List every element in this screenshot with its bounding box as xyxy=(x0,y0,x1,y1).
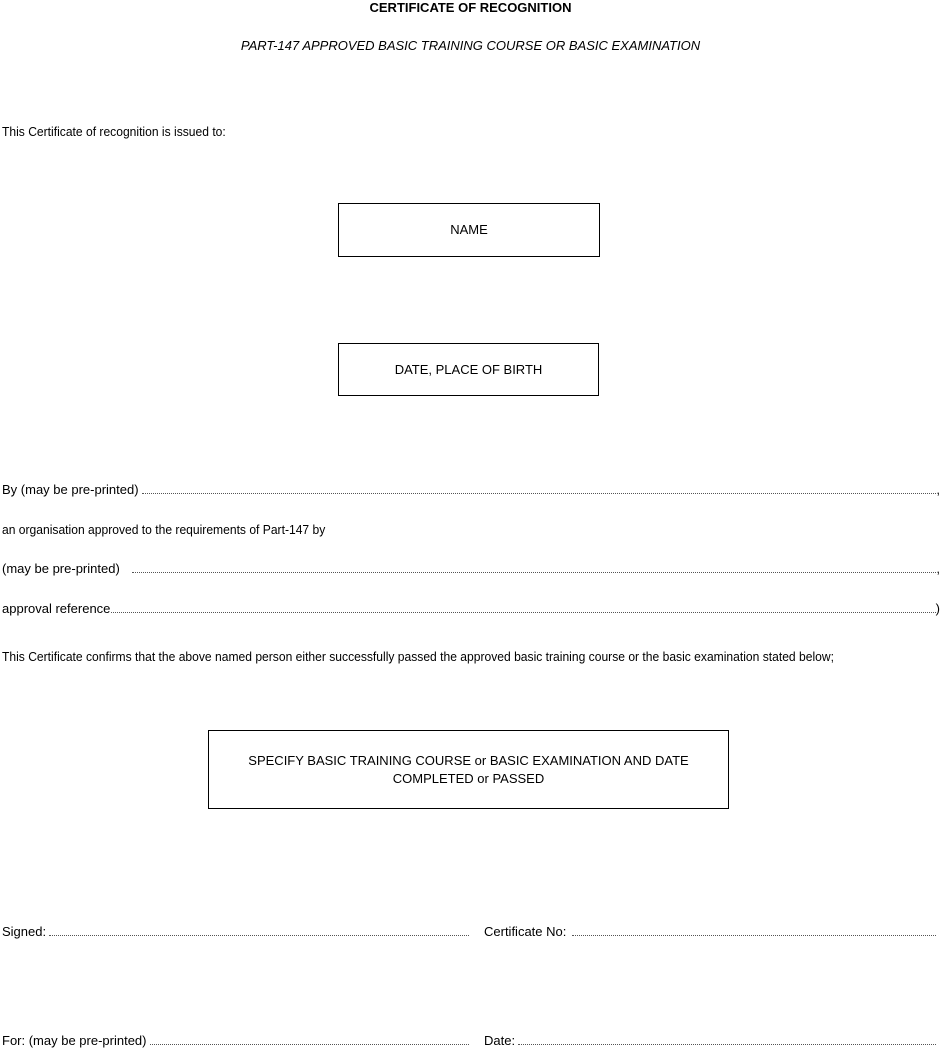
preprinted-field-end: , xyxy=(936,561,940,576)
certificate-number-label: Certificate No: xyxy=(484,924,567,939)
name-box[interactable] xyxy=(338,203,600,257)
for-field-label: For: (may be pre-printed) xyxy=(2,1033,147,1048)
certificate-title: CERTIFICATE OF RECOGNITION xyxy=(369,0,572,15)
confirms-text: This Certificate confirms that the above named person either successfully passed the approved basic training course or the basic examination stated below; xyxy=(2,649,834,664)
signed-field-dots[interactable] xyxy=(49,924,469,936)
signed-field-label: Signed: xyxy=(2,924,47,939)
date-field-label: Date: xyxy=(484,1033,516,1048)
birth-box-label: DATE, PLACE OF BIRTH xyxy=(394,361,543,377)
for-field-row[interactable] xyxy=(2,1033,469,1049)
approval-reference-end: ) xyxy=(935,601,940,616)
certificate-number-dots[interactable] xyxy=(572,924,936,936)
signed-field-row[interactable] xyxy=(2,924,469,940)
preprinted-field-row[interactable] xyxy=(2,561,940,577)
issued-to-text: This Certificate of recognition is issued to: xyxy=(2,124,226,139)
certificate-number-row[interactable] xyxy=(484,924,936,940)
by-field-end: , xyxy=(936,482,940,497)
course-box-line1: SPECIFY BASIC TRAINING COURSE or BASIC EXAMINATION AND DATE xyxy=(248,752,689,768)
birth-box[interactable] xyxy=(338,343,599,396)
organisation-text: an organisation approved to the requirements of Part-147 by xyxy=(2,522,326,537)
preprinted-field-label: (may be pre-printed) xyxy=(2,561,120,576)
date-field-row[interactable] xyxy=(484,1033,936,1049)
by-field-label: By (may be pre-printed) xyxy=(2,482,139,497)
approval-reference-row[interactable] xyxy=(2,601,940,617)
certificate-subtitle: PART-147 APPROVED BASIC TRAINING COURSE OR BASIC EXAMINATION xyxy=(240,38,701,53)
approval-reference-label: approval reference xyxy=(2,601,111,616)
for-field-dots[interactable] xyxy=(150,1033,470,1045)
preprinted-field-dots[interactable] xyxy=(132,561,937,573)
date-field-dots[interactable] xyxy=(518,1033,936,1045)
by-field-dots[interactable] xyxy=(142,482,937,494)
course-box[interactable] xyxy=(208,730,729,809)
course-box-line2: COMPLETED or PASSED xyxy=(392,770,545,786)
name-box-label: NAME xyxy=(450,222,488,237)
by-field-row[interactable] xyxy=(2,482,940,498)
approval-reference-dots[interactable] xyxy=(111,601,935,613)
